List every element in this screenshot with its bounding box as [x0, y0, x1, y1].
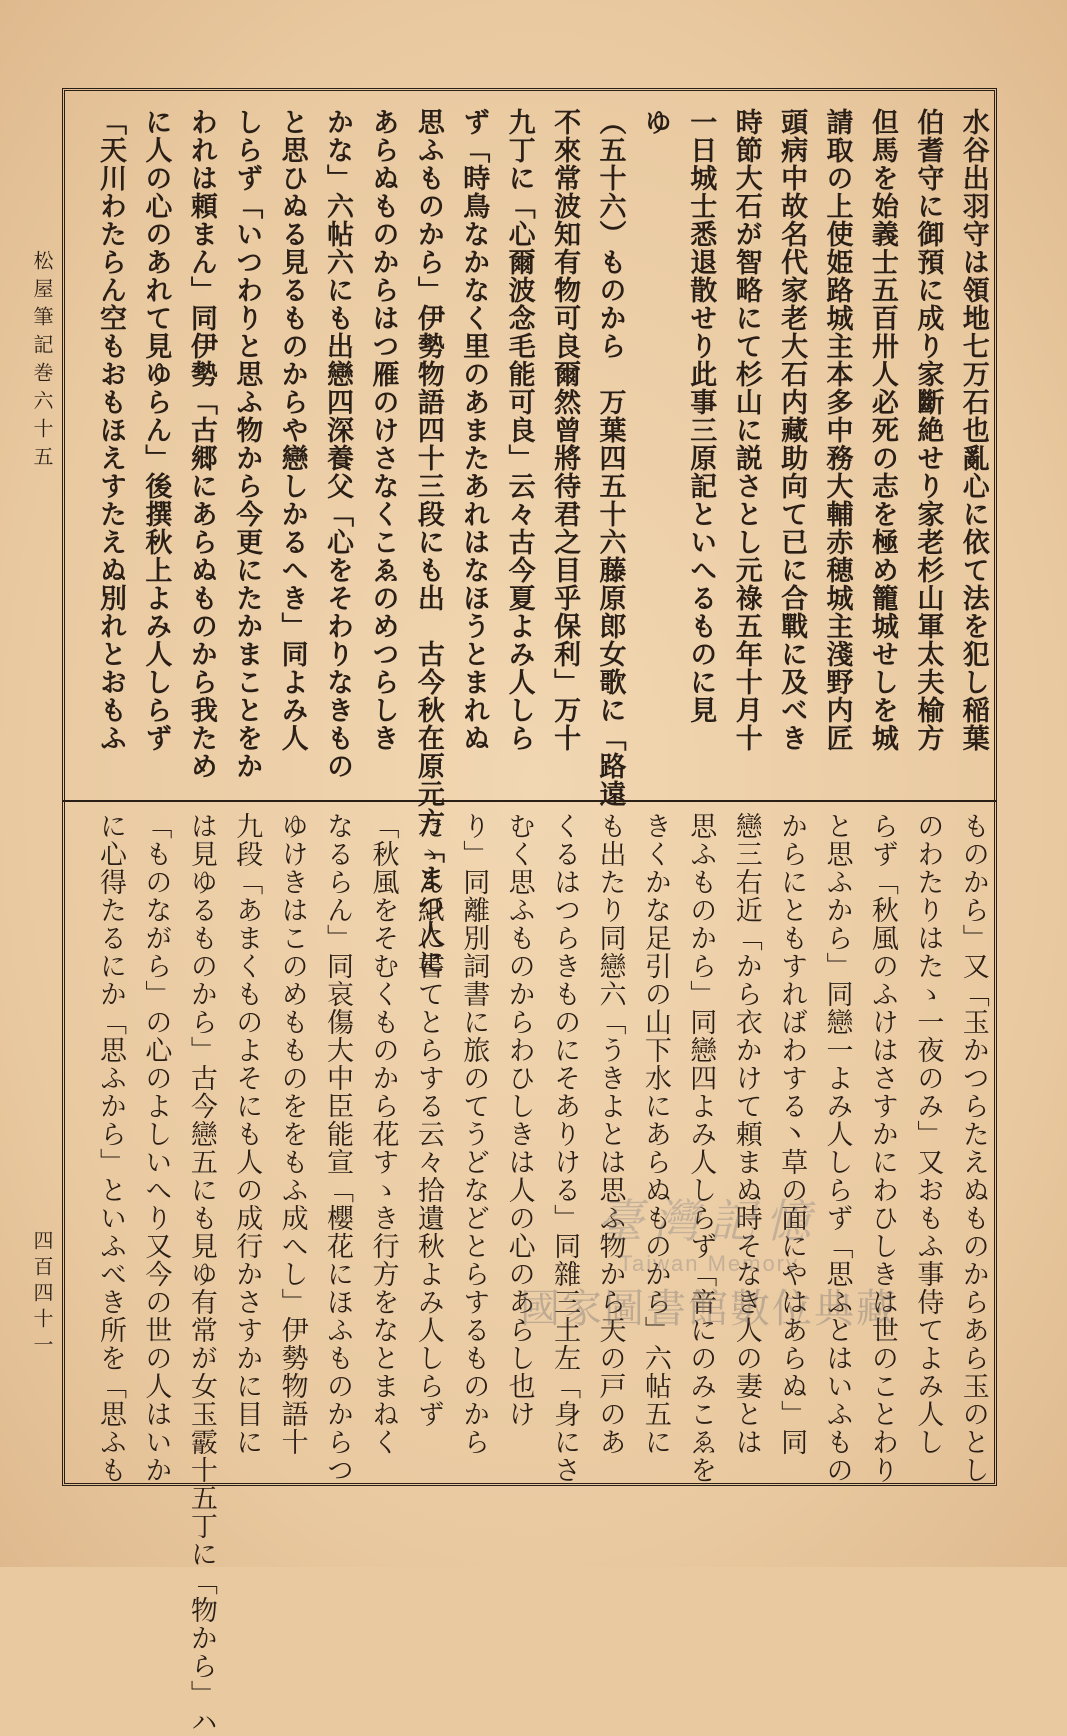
- section-divider: [62, 800, 997, 802]
- text-column: 戀三右近「から衣かけて頼まぬ時そなき人の妻とは: [730, 812, 762, 1456]
- text-column: くるはつらきものにそありける」同雜三土左「身にさ: [549, 812, 581, 1484]
- watermark-org: 國家圖書館數位典藏: [520, 1286, 898, 1332]
- text-column: らず「秋風のふけはさすかにわひしきは世のことわり: [866, 812, 898, 1484]
- lower-text-block: [95, 812, 989, 1736]
- text-column: に心得たるにか「思ふから」といふべき所を「思ふも: [95, 812, 126, 1484]
- text-column: なるらん」同哀傷大中臣能宣「櫻花にほふものからつ: [322, 812, 354, 1484]
- text-column: 時節大石が智略にて杉山に説さとし元祿五年十月十: [730, 108, 762, 752]
- text-column: 「ものながら」の心のよしいへり又今の世の人はいか: [140, 812, 172, 1484]
- text-column: のわたりはたゝ一夜のみ」又おもふ事侍てよみ人し: [912, 812, 944, 1456]
- text-column: 伯耆守に御預に成り家斷絶せり家老杉山軍太夫榆方: [912, 108, 944, 752]
- text-column: われは頼まん」同伊勢「古郷にあらぬものから我ため: [185, 108, 217, 780]
- text-column: 「秋風をそむくものから花すゝき行方をなとまねく: [367, 812, 399, 1456]
- text-column: 思ふものから」同戀四よみ人しらず「音にのみこゑを: [685, 812, 717, 1484]
- watermark-english: Taiwan Memory: [618, 1251, 800, 1276]
- text-column: （五十六）ものから 万葉四五十六藤原郎女歌に「路遠: [594, 108, 626, 808]
- text-column: からにともすればわする丶草の面にやはあらぬ」同: [776, 812, 808, 1456]
- text-column: しらず「いつわりと思ふ物から今更にたかまことをか: [231, 108, 263, 780]
- text-column: も出たり同戀六「うきよとは思ふ物から天の戸のあ: [594, 812, 626, 1456]
- text-column: と思ひぬる見るものからや戀しかるへき」同よみ人: [276, 108, 308, 752]
- page-number: 四百四十一: [30, 1230, 54, 1360]
- text-column: あらぬものからはつ雁のけさなくこゑのめつらしき: [367, 108, 399, 752]
- text-column: 思ふものから」伊勢物語四十三段にも出 古今秋在原元方「まつ人に: [412, 108, 444, 976]
- text-column: 「天川わたらん空もおもほえすたえぬ別れとおもふ: [95, 108, 126, 752]
- text-column: 九段「あまくものよそにも人の成行かさすかに目に: [231, 812, 263, 1456]
- text-column: と思ふから」同戀一よみ人しらず「思ふとはいふもの: [821, 812, 853, 1484]
- text-column: り」同離別詞書に旅のてうどなどとらするものから: [458, 812, 490, 1456]
- text-column: は見ゆるものから」古今戀五にも見ゆ有常が女玉霰十五丁に「物から」ハ: [185, 812, 217, 1736]
- upper-text-block: [95, 108, 989, 976]
- text-column: ゆけきはこのめもものををもふ成へし」伊勢物語十: [276, 812, 308, 1456]
- watermark-seal: 臺灣記憶: [597, 1194, 821, 1248]
- text-column: かな」六帖六にも出戀四深養父「心をそわりなきもの: [322, 108, 354, 780]
- text-column: 九丁に「心爾波念毛能可良」云々古今夏よみ人しら: [503, 108, 535, 752]
- text-column: 不來常波知有物可良爾然曾將待君之目乎保利」万十: [549, 108, 581, 752]
- text-column: ものから」又「玉かつらたえぬものからあら玉のとし: [957, 812, 989, 1484]
- text-column: 請取の上使姫路城主本多中務大輔赤穂城主淺野内匠: [821, 108, 853, 752]
- running-title: 松屋筆記巻六十五: [30, 250, 54, 474]
- text-column: むく思ふものからわひしきは人の心のあらし也け: [503, 812, 535, 1428]
- text-column: きくかな足引の山下水にあらぬものから」六帖五に: [639, 812, 671, 1456]
- text-column: ゆ: [639, 108, 671, 136]
- text-column: に人の心のあれて見ゆらん」後撰秋上よみ人しらず: [140, 108, 172, 752]
- text-column: たゝん紙に書てとらする云々拾遺秋よみ人しらず: [412, 812, 444, 1428]
- text-column: 水谷出羽守は領地七万石也亂心に依て法を犯し稲葉: [957, 108, 989, 752]
- text-column: ず「時鳥なかなく里のあまたあれはなほうとまれぬ: [458, 108, 490, 752]
- text-column: 一日城士悉退散せり此事三原記といへるものに見: [685, 108, 717, 724]
- text-column: 頭病中故名代家老大石内藏助向て已に合戰に及べき: [776, 108, 808, 752]
- text-column: 但馬を始義士五百卅人必死の志を極め籠城せしを城: [866, 108, 898, 752]
